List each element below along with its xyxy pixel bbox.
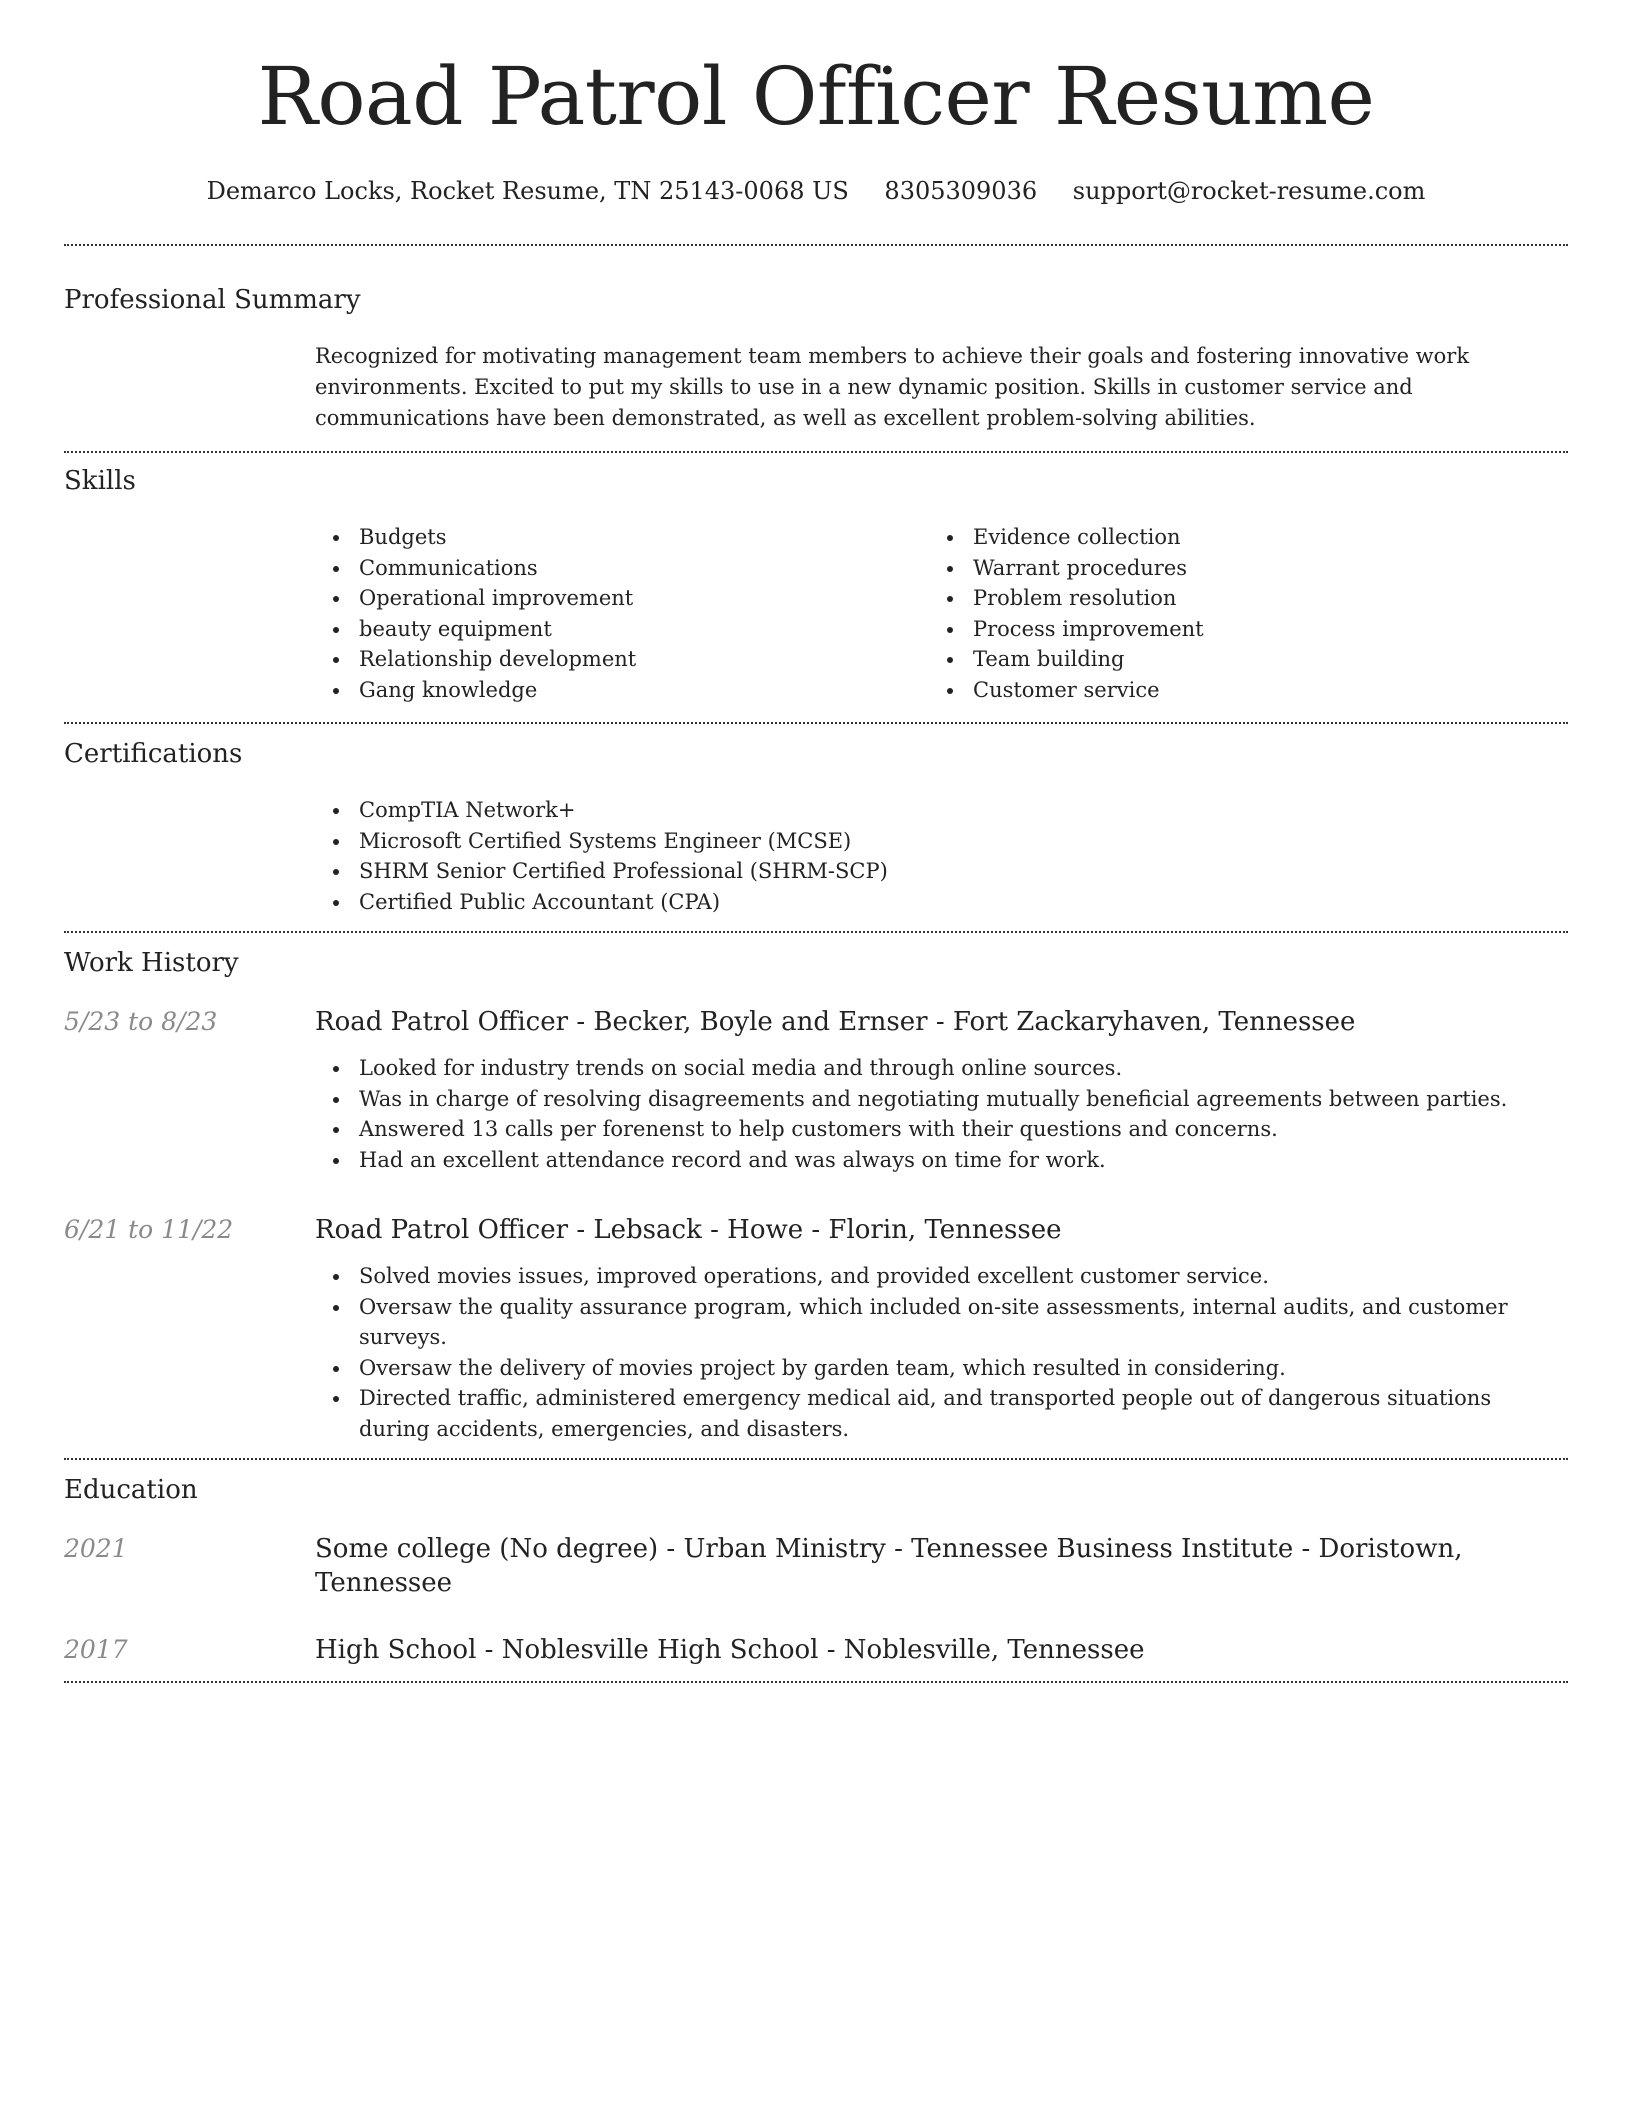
job-entry xyxy=(64,1005,1568,1175)
contact-address: Demarco Locks, Rocket Resume, TN 25143-0068 US xyxy=(206,177,849,205)
education-year: 2021 xyxy=(64,1534,128,1563)
certifications-section xyxy=(64,724,1568,931)
divider xyxy=(64,1681,1568,1683)
skill-item: Warrant procedures xyxy=(929,553,1543,584)
skill-item: Problem resolution xyxy=(929,583,1543,614)
education-year: 2017 xyxy=(64,1635,128,1664)
job-bullet: Was in charge of resolving disagreements and negotiating mutually beneficial agreements between parties. xyxy=(315,1084,1568,1115)
section-title: Skills xyxy=(64,466,136,496)
job-bullet: Had an excellent attendance record and was always on time for work. xyxy=(315,1145,1568,1176)
skills-list-left xyxy=(315,522,929,705)
job-bullet: Answered 13 calls per forenenst to help customers with their questions and concerns. xyxy=(315,1114,1568,1145)
skill-item: Evidence collection xyxy=(929,522,1543,553)
job-dates: 5/23 to 8/23 xyxy=(64,1007,218,1036)
certification-item: CompTIA Network+ xyxy=(315,795,1568,826)
contact-phone: 8305309036 xyxy=(884,177,1038,205)
skill-item: Operational improvement xyxy=(315,583,929,614)
section-title: Professional Summary xyxy=(64,285,361,315)
summary-text: Recognized for motivating management team members to achieve their goals and fostering innovative work environments. Excited to put my skills to use in a new dynamic position. Skills in customer service and communications have been demonstrated, as well as excellent problem-solving abilities. xyxy=(315,344,1470,430)
skill-item: Gang knowledge xyxy=(315,675,929,706)
job-bullet: Directed traffic, administered emergency medical aid, and transported people out of dangerous situations during accidents, emergencies, and disasters. xyxy=(315,1383,1568,1444)
contact-email: support@rocket-resume.com xyxy=(1072,177,1426,205)
job-bullet: Solved movies issues, improved operations, and provided excellent customer service. xyxy=(315,1261,1568,1292)
job-title: Road Patrol Officer - Becker, Boyle and Ernser - Fort Zackaryhaven, Tennessee xyxy=(315,1007,1356,1037)
resume-title: Road Patrol Officer Resume xyxy=(257,50,1375,143)
skill-item: Team building xyxy=(929,644,1543,675)
summary-section xyxy=(64,246,1568,451)
work-history-section xyxy=(64,933,1568,1458)
job-bullets xyxy=(315,1053,1568,1175)
skill-item: Relationship development xyxy=(315,644,929,675)
resume-page xyxy=(64,0,1568,1683)
job-dates: 6/21 to 11/22 xyxy=(64,1215,234,1244)
contact-line xyxy=(64,174,1568,208)
section-title: Education xyxy=(64,1475,198,1505)
education-entry xyxy=(64,1532,1568,1600)
job-bullets xyxy=(315,1261,1568,1444)
skill-item: Budgets xyxy=(315,522,929,553)
skill-item: Communications xyxy=(315,553,929,584)
education-section xyxy=(64,1460,1568,1681)
skill-item: beauty equipment xyxy=(315,614,929,645)
job-title: Road Patrol Officer - Lebsack - Howe - Florin, Tennessee xyxy=(315,1215,1062,1245)
certification-item: Certified Public Accountant (CPA) xyxy=(315,887,1568,918)
education-detail: Some college (No degree) - Urban Ministry - Tennessee Business Institute - Doristown, Tennessee xyxy=(315,1534,1463,1598)
section-title: Certifications xyxy=(64,739,243,769)
education-detail: High School - Noblesville High School - Noblesville, Tennessee xyxy=(315,1635,1145,1665)
job-bullet: Looked for industry trends on social media and through online sources. xyxy=(315,1053,1568,1084)
certification-item: Microsoft Certified Systems Engineer (MCSE) xyxy=(315,826,1568,857)
skill-item: Customer service xyxy=(929,675,1543,706)
section-title: Work History xyxy=(64,948,239,978)
job-entry xyxy=(64,1213,1568,1444)
skills-section xyxy=(64,453,1568,722)
job-bullet: Oversaw the quality assurance program, which included on-site assessments, internal audits, and customer surveys. xyxy=(315,1292,1568,1353)
certification-item: SHRM Senior Certified Professional (SHRM-SCP) xyxy=(315,856,1568,887)
skills-list-right xyxy=(929,522,1543,705)
job-bullet: Oversaw the delivery of movies project by garden team, which resulted in considering. xyxy=(315,1353,1568,1384)
certifications-list xyxy=(315,795,1568,917)
education-entry xyxy=(64,1633,1568,1667)
skill-item: Process improvement xyxy=(929,614,1543,645)
